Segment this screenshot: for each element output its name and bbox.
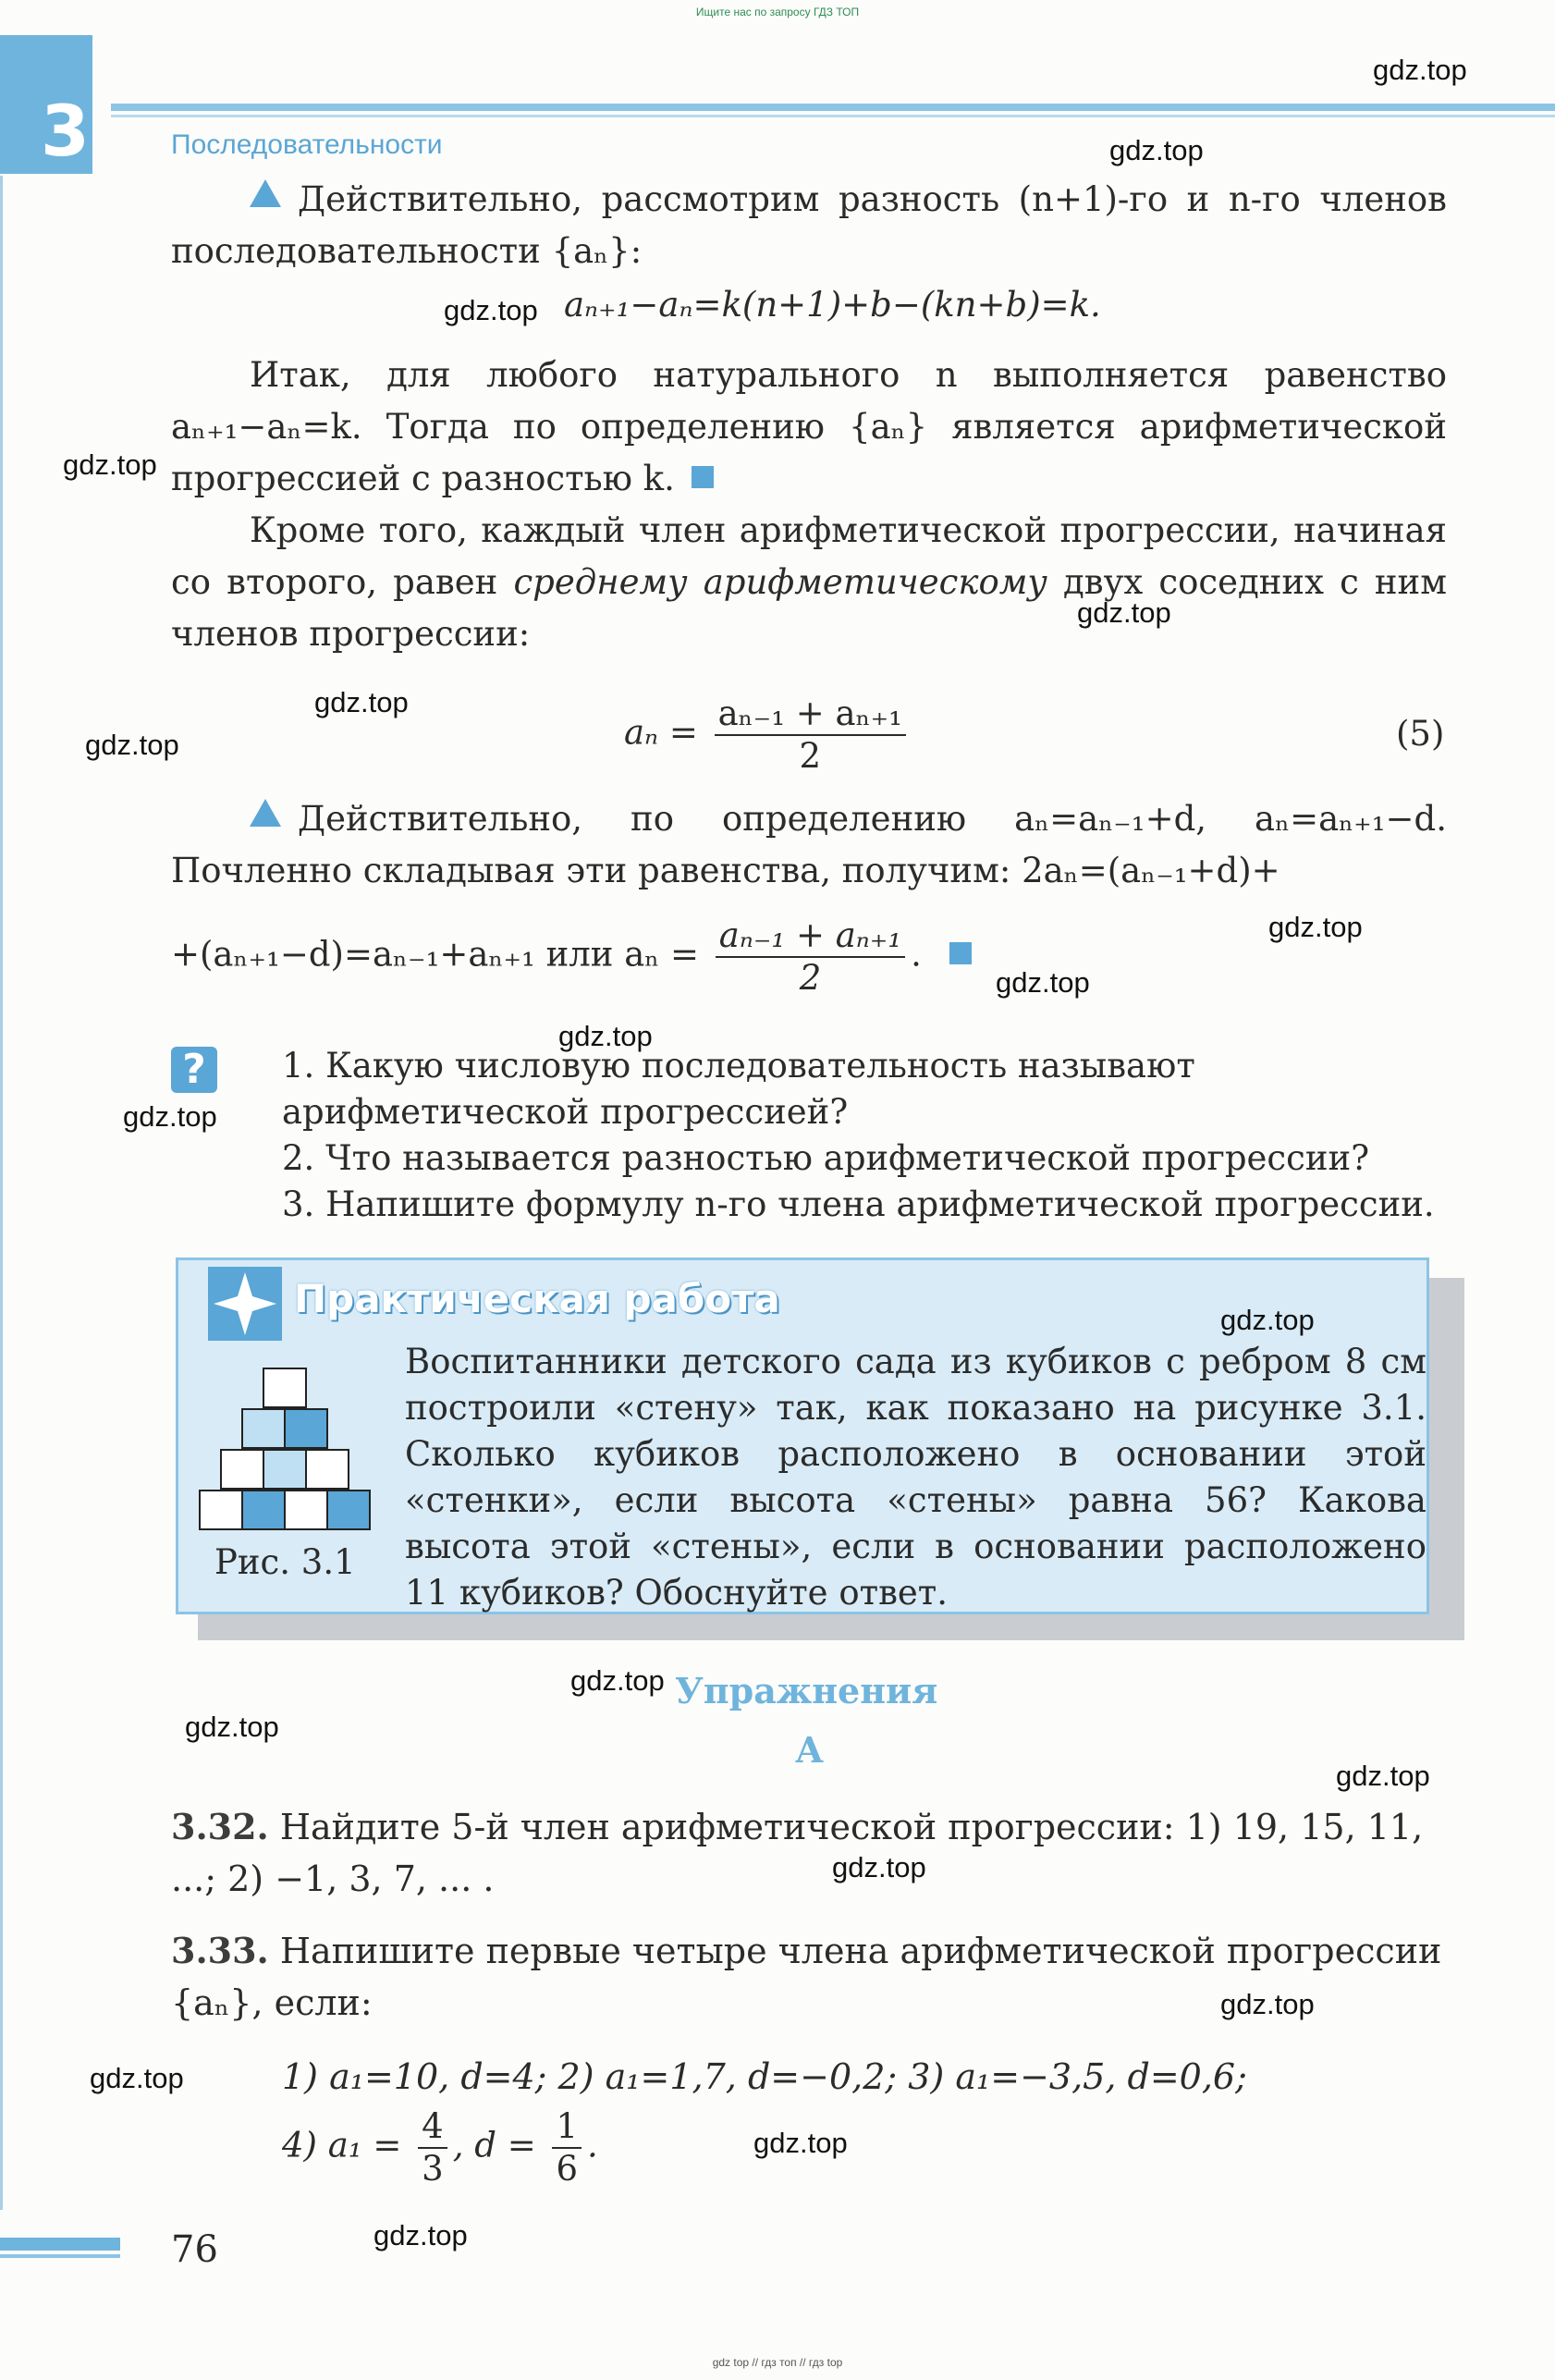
watermark: gdz.top xyxy=(90,2062,184,2094)
top-note: Ищите нас по запросу ГДЗ ТОП xyxy=(695,6,860,18)
proof-2-numerator: aₙ₋₁ + aₙ₊₁ xyxy=(716,915,905,958)
formula-difference: aₙ₊₁−aₙ=k(n+1)+b−(kn+b)=k. xyxy=(564,285,1101,325)
exercises-level: А xyxy=(795,1729,824,1771)
paragraph-1 xyxy=(171,350,1447,505)
proof-2-line-2 xyxy=(171,915,972,999)
watermark: gdz.top xyxy=(1373,54,1467,86)
watermark: gdz.top xyxy=(85,729,179,761)
watermark: gdz.top xyxy=(314,686,409,718)
star-icon xyxy=(208,1267,282,1341)
question-1: 1. Какую числовую последовательность называют арифметической прогрессией? xyxy=(282,1046,1195,1132)
chapter-number: 3 xyxy=(41,90,90,172)
formula-5-fraction xyxy=(715,693,906,777)
line-2-end: . xyxy=(587,2125,598,2165)
question-2: 2. Что называется разностью арифметической прогрессии? xyxy=(282,1138,1370,1178)
exercise-text: Найдите 5-й член арифметической прогрессии: 1) 19, 15, 11, ...; 2) −1, 3, 7, ... . xyxy=(171,1807,1424,1899)
proof-2-denominator: 2 xyxy=(799,958,822,998)
footer-bar xyxy=(0,2238,120,2251)
fraction-d-denominator: 6 xyxy=(556,2149,579,2189)
fraction-a1-numerator: 4 xyxy=(418,2106,447,2149)
section-name: Последовательности xyxy=(171,129,443,160)
watermark: gdz.top xyxy=(1220,1304,1315,1336)
fraction-d xyxy=(552,2106,582,2190)
header-rule xyxy=(111,104,1555,111)
practice-title: Практическая работа xyxy=(294,1276,780,1321)
watermark: gdz.top xyxy=(1077,596,1171,629)
proof-start-triangle-icon xyxy=(250,799,281,827)
left-margin-rule xyxy=(0,176,3,2210)
watermark: gdz.top xyxy=(123,1100,217,1133)
fraction-a1 xyxy=(418,2106,447,2190)
exercise-number: 3.33. xyxy=(171,1930,269,1971)
formula-5 xyxy=(624,693,912,777)
question-icon: ? xyxy=(171,1047,217,1093)
line-2-start: 4) a₁ = xyxy=(282,2125,402,2165)
proof-2-fraction xyxy=(716,915,905,999)
proof-2 xyxy=(171,793,1447,897)
paragraph-2-text-end: двух соседних с ним членов прогрессии: xyxy=(171,562,1448,654)
paragraph-2-emphasis: среднему арифметическому xyxy=(513,562,1047,602)
watermark: gdz.top xyxy=(1109,134,1204,166)
exercise-number: 3.32. xyxy=(171,1806,269,1847)
watermark: gdz.top xyxy=(996,966,1090,999)
question-3: 3. Напишите формулу n-го члена арифметической прогрессии. xyxy=(282,1184,1435,1224)
watermark: gdz.top xyxy=(63,448,157,481)
proof-2-text: Действительно, по определению aₙ=aₙ₋₁+d, aₙ=aₙ₊₁−d. Почленно складывая эти равенства, получим: 2aₙ=(aₙ₋₁+d)+ xyxy=(171,799,1447,890)
fraction-a1-denominator: 3 xyxy=(422,2149,444,2189)
practice-text: Воспитанники детского сада из кубиков с ребром 8 см построили «стену» так, как показано на рисунке 3.1. Сколько кубиков расположено в основании этой «стенки», если высота «стены» равна 56? Какова высота этой «стены», если в основании расположено 11 кубиков? Обоснуйте ответ. xyxy=(405,1342,1426,1613)
paragraph-2-text: Кроме того, каждый член арифметической прогрессии, начиная со второго, равен xyxy=(171,510,1447,602)
exercises-title: Упражнения xyxy=(675,1670,938,1711)
exercise-text: Напишите первые четыре члена арифметической прогрессии {aₙ}, если: xyxy=(171,1931,1442,2023)
formula-5-numerator: aₙ₋₁ + aₙ₊₁ xyxy=(715,693,906,736)
paragraph-1-text: Итак, для любого натурального n выполняется равенство aₙ₊₁−aₙ=k. Тогда по определению {aₙ} является арифметической прогрессией с разностью k. xyxy=(171,355,1447,498)
figure-caption: Рис. 3.1 xyxy=(214,1542,356,1582)
proof-start-triangle-icon xyxy=(250,179,281,207)
proof-2-end: . xyxy=(911,934,922,975)
formula-5-lhs: aₙ = xyxy=(624,712,698,753)
cube-wall-figure xyxy=(199,1367,384,1533)
proof-2-line-2-text: +(aₙ₊₁−d)=aₙ₋₁+aₙ₊₁ или aₙ = xyxy=(171,934,700,975)
exercise-3-32 xyxy=(171,1801,1447,1905)
watermark: gdz.top xyxy=(1268,911,1363,943)
page-number: 76 xyxy=(171,2228,218,2271)
watermark: gdz.top xyxy=(558,1020,653,1052)
exercise-3-33-line-1: 1) a₁=10, d=4; 2) a₁=1,7, d=−0,2; 3) a₁=−3,5, d=0,6; xyxy=(282,2056,1247,2097)
exercise-3-33-line-2 xyxy=(282,2106,598,2190)
formula-5-denominator: 2 xyxy=(799,736,822,776)
formula-5-label: (5) xyxy=(1396,714,1445,754)
watermark: gdz.top xyxy=(185,1711,279,1743)
fraction-d-numerator: 1 xyxy=(552,2106,582,2149)
proof-end-square-icon xyxy=(692,466,714,488)
watermark: gdz.top xyxy=(1336,1760,1430,1792)
footer-bar-thin xyxy=(0,2254,120,2258)
line-2-mid: , d = xyxy=(452,2125,536,2165)
watermark: gdz.top xyxy=(444,294,538,326)
proof-end-square-icon xyxy=(949,942,972,964)
review-questions xyxy=(282,1043,1449,1228)
paragraph-2 xyxy=(171,505,1447,660)
proof-1-text: Действительно, рассмотрим разность (n+1)-го и n-го членов последовательности {aₙ}: xyxy=(171,179,1447,271)
watermark: gdz.top xyxy=(753,2127,848,2159)
watermark: gdz.top xyxy=(1220,1988,1315,2020)
watermark: gdz.top xyxy=(832,1851,926,1883)
header-rule-thin xyxy=(111,115,1555,117)
watermark: gdz.top xyxy=(373,2219,468,2251)
proof-1 xyxy=(171,174,1447,277)
watermark: gdz.top xyxy=(570,1664,665,1697)
bottom-note: gdz top // гдз топ // гдз top xyxy=(712,2356,843,2369)
